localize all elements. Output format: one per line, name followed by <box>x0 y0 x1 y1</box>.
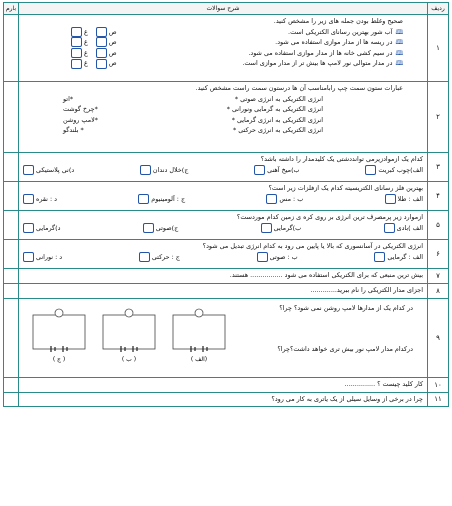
option-label: الف : طلا <box>397 194 423 203</box>
header-row-label: ردیف <box>428 3 449 15</box>
question-2 <box>4 82 449 153</box>
option-checkbox[interactable] <box>374 252 385 262</box>
lamp-icon <box>55 309 63 317</box>
option-label: د : نورانی <box>36 252 63 261</box>
option[interactable] <box>385 194 423 205</box>
question-number: ۵ <box>428 211 449 240</box>
false-checkbox[interactable] <box>71 48 82 58</box>
option[interactable] <box>257 252 298 263</box>
lamp-icon <box>125 309 133 317</box>
circuit-c-wire <box>33 315 85 349</box>
question-title: انرژی الکتریکی در آسانسوری که بالا یا پایین می رود به کدام انرژی تبدیل می شود؟ <box>202 242 423 250</box>
question-title: بهترین فلز رسانای الکتریسیته کدام یک ازفلزات زیر است؟ <box>268 184 423 192</box>
book-icon: 🕮 <box>395 59 403 68</box>
option-label: الف : گرمایی <box>387 252 423 261</box>
option-checkbox[interactable] <box>23 252 34 262</box>
option-label: ج : آلومینیوم <box>151 194 186 203</box>
option-checkbox[interactable] <box>23 194 34 204</box>
tf-row <box>23 37 423 48</box>
match-right-item: انرژی الکتریکی به انرژی حرکتی * <box>232 126 323 135</box>
option[interactable] <box>23 252 62 263</box>
circuit-b-wire <box>103 315 155 349</box>
tf-row <box>23 58 423 69</box>
question-number: ۹ <box>428 299 449 378</box>
exam-sheet <box>3 2 449 502</box>
option-checkbox[interactable] <box>254 165 265 175</box>
option[interactable] <box>139 252 180 263</box>
option-label: ج)خلال دندان <box>152 165 189 174</box>
match-left-item: * بلندگو <box>63 126 84 135</box>
option-label: د)گرمایی <box>36 223 61 232</box>
true-label: ص <box>108 27 117 36</box>
book-icon: 🕮 <box>395 48 403 57</box>
option-checkbox[interactable] <box>266 194 277 204</box>
question-title: ازموارد زیر پرمصرف ترین انرژی بر روی کره ی زمین کدام موردست؟ <box>236 213 423 221</box>
option-label: ب : صوتی <box>269 252 298 261</box>
false-label: غ <box>84 59 88 68</box>
option[interactable] <box>143 223 178 234</box>
options-row <box>23 194 423 205</box>
false-checkbox[interactable] <box>71 37 82 47</box>
match-right-item: انرژی الکتریکی به گرمایی ونورانی * <box>226 105 323 114</box>
question-9 <box>4 299 449 378</box>
option[interactable] <box>138 194 185 205</box>
option[interactable] <box>254 165 299 176</box>
match-right-item: انرژی الکتریکی به انرژی صوتی * <box>234 94 323 103</box>
options-row <box>23 223 423 234</box>
option-checkbox[interactable] <box>23 223 34 233</box>
question-number: ۶ <box>428 240 449 269</box>
tf-statement: در ریسه ها از مدار موازی استفاده می شود. <box>275 38 393 47</box>
table-header <box>4 3 449 15</box>
tf-statement: آب شور بهترین رسانای الکتریکی است. <box>288 27 393 36</box>
option-checkbox[interactable] <box>365 165 376 175</box>
match-row <box>23 94 423 105</box>
tf-row <box>23 48 423 59</box>
question-number: ۴ <box>428 182 449 211</box>
option-checkbox[interactable] <box>261 223 272 233</box>
true-label: ص <box>108 59 117 68</box>
circuit-question-2: درکدام مدار لامپ نور بیش تری خواهد داشت؟چرا؟ <box>277 344 413 353</box>
option[interactable] <box>23 223 60 234</box>
circuit-diagrams <box>25 305 235 363</box>
question-3 <box>4 153 449 182</box>
option[interactable] <box>266 194 303 205</box>
match-left-item: *اتو <box>63 94 74 103</box>
question-number: ۸ <box>428 284 449 299</box>
true-checkbox[interactable] <box>96 59 107 69</box>
header-questions-label: شرح سوالات <box>19 3 428 15</box>
options-row <box>23 165 423 176</box>
question-number: ۷ <box>428 269 449 284</box>
match-left-item: *چرخ گوشت <box>63 105 98 114</box>
question-1 <box>4 15 449 82</box>
fill-blank-text: کار کلید چیست ؟ ............... <box>344 380 423 388</box>
false-label: غ <box>84 38 88 47</box>
match-right-item: انرژی الکتریکی به انرژی گرمایی * <box>231 115 323 124</box>
question-text: چرا در برخی از وسایل سیلی از یک یاتری به کار می رود؟ <box>271 395 423 403</box>
option[interactable] <box>365 165 423 176</box>
option-checkbox[interactable] <box>140 165 151 175</box>
question-7 <box>4 269 449 284</box>
match-row <box>23 115 423 126</box>
false-checkbox[interactable] <box>71 59 82 69</box>
false-label: غ <box>84 27 88 36</box>
question-number: ۱۱ <box>428 393 449 407</box>
option[interactable] <box>384 223 423 234</box>
question-title: صحیح وغلط بودن جمله های زیر را مشخص کنید. <box>273 17 403 25</box>
options-row <box>23 252 423 263</box>
question-number: ۱ <box>428 15 449 82</box>
circuit-a-wire <box>173 315 225 349</box>
false-label: غ <box>84 48 88 57</box>
option[interactable] <box>261 223 302 234</box>
option-label: ج)صوتی <box>155 223 179 232</box>
question-11 <box>4 393 449 407</box>
questions-table <box>3 2 449 407</box>
true-label: ص <box>108 48 117 57</box>
option-checkbox[interactable] <box>143 223 154 233</box>
true-checkbox[interactable] <box>96 37 107 47</box>
true-label: ص <box>108 38 117 47</box>
question-title: کدام یک ازموادزیرمی توانددشتی یک کلیدمدار را داشته باشد؟ <box>260 155 423 163</box>
question-5 <box>4 211 449 240</box>
question-number: ۱۰ <box>428 378 449 393</box>
option-checkbox[interactable] <box>257 252 268 262</box>
option-checkbox[interactable] <box>385 194 396 204</box>
tf-statement: در سیم کشی خانه ها از مدار موازی استفاده می شود. <box>248 48 393 57</box>
false-checkbox[interactable] <box>71 27 82 37</box>
option-label: د)نی پلاستیکی <box>36 165 75 174</box>
circuit-b-label: ( ب ) <box>121 356 137 363</box>
option-label: ب : مس <box>279 194 304 203</box>
option-label: الف)چوب کبریت <box>378 165 423 174</box>
question-4 <box>4 182 449 211</box>
option-label: الف )بادی <box>396 223 423 232</box>
question-number: ۳ <box>428 153 449 182</box>
fill-blank-text: اجزای مدار الکتریکی را نام ببرید............. <box>310 286 423 294</box>
option[interactable] <box>140 165 189 176</box>
question-6 <box>4 240 449 269</box>
option-label: ج : حرکتی <box>151 252 180 261</box>
match-left-item: *لامپ روشن <box>63 115 98 124</box>
true-checkbox[interactable] <box>96 27 107 37</box>
fill-blank-text: بیش ترین منبعی که برای الکتریکی استفاده می شود ................ هستند. <box>229 271 423 279</box>
true-checkbox[interactable] <box>96 48 107 58</box>
tf-row <box>23 27 423 38</box>
match-row <box>23 125 423 136</box>
option-checkbox[interactable] <box>139 252 150 262</box>
circuit-c-label: ( ج ) <box>52 356 66 363</box>
option-checkbox[interactable] <box>384 223 395 233</box>
tf-statement: در مدار متوالی نور لامپ ها بیش تر از مدار موازی است. <box>242 59 393 68</box>
option-label: د : نقره <box>36 194 57 203</box>
option-checkbox[interactable] <box>23 165 34 175</box>
match-row <box>23 104 423 115</box>
option-label: ب)میخ آهنی <box>267 165 300 174</box>
circuit-question-1: در کدام یک از مدارها لامپ روشن نمی شود؟ چرا؟ <box>279 304 413 312</box>
question-8 <box>4 284 449 299</box>
option-label: ب)گرمایی <box>273 223 302 232</box>
question-title: عبارات ستون سمت چپ رابامناسب آن ها درستون سمت راست مشخص کنید. <box>195 84 403 92</box>
book-icon: 🕮 <box>395 27 403 36</box>
option[interactable] <box>23 194 57 205</box>
lamp-icon <box>195 309 203 317</box>
option-checkbox[interactable] <box>138 194 149 204</box>
header-score-label: بارم <box>4 3 19 15</box>
question-number: ۲ <box>428 82 449 153</box>
option[interactable] <box>23 165 74 176</box>
book-icon: 🕮 <box>395 38 403 47</box>
option[interactable] <box>374 252 423 263</box>
question-10 <box>4 378 449 393</box>
circuit-a-label: (الف ) <box>190 356 208 363</box>
